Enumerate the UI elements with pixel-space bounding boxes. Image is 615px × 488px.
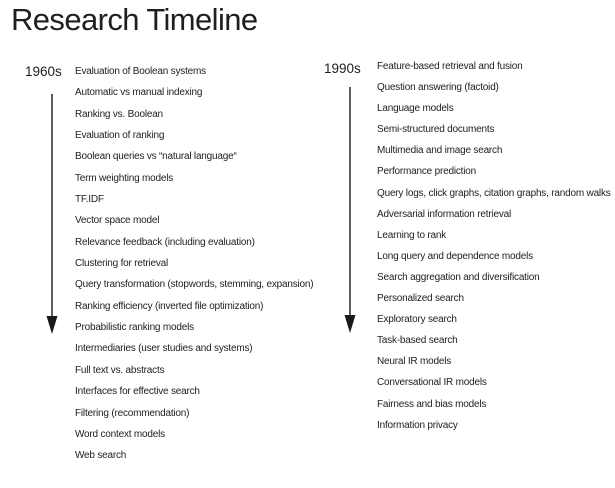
down-arrow-icon — [343, 87, 357, 333]
timeline-item: Conversational IR models — [377, 377, 487, 389]
timeline-item: Automatic vs manual indexing — [75, 87, 203, 99]
timeline-item: Performance prediction — [377, 166, 476, 178]
timeline-item: Relevance feedback (including evaluation) — [75, 236, 255, 248]
timeline-item: Personalized search — [377, 293, 464, 305]
timeline-item: Evaluation of Boolean systems — [75, 66, 206, 77]
timeline-item: Vector space model — [75, 215, 160, 227]
timeline-item: Feature-based retrieval and fusion — [377, 61, 523, 72]
timeline-item: Clustering for retrieval — [75, 258, 169, 270]
timeline-item: Language models — [377, 103, 454, 115]
timeline-item: Filtering (recommendation) — [75, 407, 190, 419]
page-title: Research Timeline — [11, 2, 258, 37]
timeline-item: Long query and dependence models — [377, 250, 533, 262]
decade-label-1960s: 1960s — [25, 64, 62, 79]
timeline-item: Boolean queries vs “natural language“ — [75, 151, 237, 163]
timeline-item: Web search — [75, 450, 127, 462]
timeline-item: Adversarial information retrieval — [377, 208, 512, 220]
timeline-item: Multimedia and image search — [377, 145, 503, 157]
timeline-item: Term weighting models — [75, 172, 174, 184]
timeline-item-list-1990s — [377, 56, 611, 436]
timeline-item: Ranking vs. Boolean — [75, 108, 163, 120]
timeline-item: Full text vs. abstracts — [75, 364, 165, 376]
timeline-item: Exploratory search — [377, 314, 457, 326]
timeline-item: TF.IDF — [75, 194, 104, 206]
timeline-item: Task-based search — [377, 335, 458, 347]
timeline-item-list-1960s — [75, 61, 313, 467]
timeline-item: Evaluation of ranking — [75, 130, 165, 142]
timeline-item: Question answering (factoid) — [377, 82, 499, 94]
timeline-item: Probabilistic ranking models — [75, 322, 194, 334]
timeline-item: Semi-structured documents — [377, 124, 495, 136]
timeline-item: Query logs, click graphs, citation graphs, random walks — [377, 187, 611, 199]
timeline-item: Fairness and bias models — [377, 398, 487, 410]
timeline-item: Intermediaries (user studies and systems) — [75, 343, 253, 355]
timeline-item: Interfaces for effective search — [75, 386, 200, 398]
decade-label-1990s: 1990s — [324, 61, 361, 76]
timeline-item: Search aggregation and diversification — [377, 271, 540, 283]
timeline-item: Query transformation (stopwords, stemming, expansion) — [75, 279, 314, 291]
timeline-item: Neural IR models — [377, 356, 452, 368]
timeline-item: Word context models — [75, 428, 165, 440]
timeline-item: Ranking efficiency (inverted file optimization) — [75, 300, 264, 312]
down-arrow-icon — [45, 94, 59, 334]
timeline-item: Learning to rank — [377, 229, 447, 241]
timeline-item: Information privacy — [377, 419, 458, 431]
